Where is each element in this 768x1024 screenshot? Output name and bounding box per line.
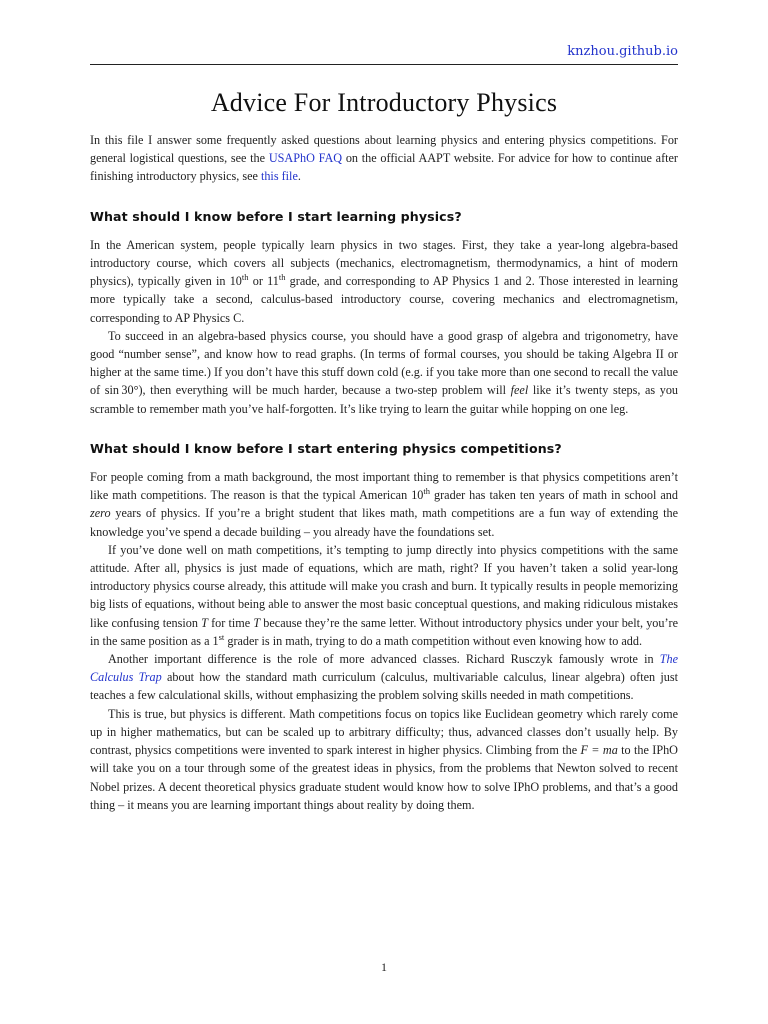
s2p4-text-2: to the IPhO will take you on a tour through some of the greatest ideas in physics, from the problems that Newton solved to recent Nobel prizes. A decent theoretical physics graduate student would know how to solve IPhO problems, and that’s a good thing – it means you are learning important things about reality by doing them. (90, 743, 678, 812)
s2p1-sup: th (423, 486, 431, 497)
section1-paragraph-2 (90, 327, 678, 418)
intro-text-3: . (297, 169, 301, 184)
document-body (90, 131, 678, 814)
s2p2-sup: st (218, 631, 225, 642)
s2p2-text-1: If you’ve done well on math competitions, it’s tempting to jump directly into physics competitions with the same attitude. After all, physics is just made of equations, which are math, right? If you haven’t taken a solid year-long introductory physics course already, this attitude will make you crash and burn. It typically results in people memorizing big lists of equations, without being able to answer the most basic conceptual questions, and making ridiculous mistakes like confusing tension (90, 542, 678, 630)
section2-paragraph-4 (90, 705, 678, 814)
s2p4-text-1: This is true, but physics is different. Math competitions focus on topics like Euclidean geometry which rarely come up in higher mathematics, but can be scaled up to arbitrary difficulty; thus, advanced classes don’t usually help. By contrast, physics competitions were invented to spark interest in higher physics. Climbing from the (90, 706, 678, 758)
site-link[interactable]: knzhou.github.io (567, 44, 678, 59)
s2p2-text-4: grader is in math, trying to do a math competition without even knowing how to add. (224, 633, 642, 648)
s1p2-text-1: To succeed in an algebra-based physics course, you should have a good grasp of algebra and trigonometry, have good “number sense”, and know how to read graphs. (In terms of formal courses, you should be taking Algebra II or higher at the same time.) If you don’t have this stuff down cold (e.g. if you take more than one second to recall the value of sin 30°), then everything will be much harder, because a two-step problem will (90, 328, 678, 398)
s2p2-var-time: T (253, 615, 261, 630)
intro-paragraph (90, 131, 678, 186)
s2p2-var-tension: T (201, 615, 208, 630)
s1p2-emphasis: feel (510, 383, 529, 398)
this-file-link[interactable]: this file (260, 169, 298, 184)
section-heading-competitions: What should I know before I start entering physics competitions? (90, 440, 562, 456)
s2p3-text-1: Another important difference is the role of more advanced classes. Richard Rusczyk famously wrote in (108, 652, 660, 667)
section1-paragraph-1 (90, 236, 678, 327)
usapho-faq-link[interactable]: USAPhO FAQ (268, 151, 343, 166)
section2-paragraph-3 (90, 650, 678, 705)
s1p1-sup-2: th (278, 272, 286, 283)
intro-text-2: on the official AAPT website. For advice for how to continue after finishing introductory physics, see (90, 151, 678, 184)
section-heading-learning: What should I know before I start learning physics? (90, 208, 462, 224)
s2p2-text-2: for time (207, 615, 254, 630)
s2p1-emphasis: zero (90, 506, 111, 521)
page-title: Advice For Introductory Physics (210, 88, 558, 117)
s1p1-sup-1: th (241, 272, 249, 283)
s2p2-text-3: because they’re the same letter. Without introductory physics under your belt, you’re in the same position as a 1 (90, 615, 679, 648)
s1p1-text-1: In the American system, people typically learn physics in two stages. First, they take a year-long algebra-based introductory course, which covers all subjects (mechanics, electromagnetism, thermodynamics, a hint of modern physics), typically given in 10 (90, 237, 678, 289)
intro-text-1: In this file I answer some frequently asked questions about learning physics and entering physics competitions. For general logistical questions, see the (90, 133, 678, 166)
header-rule (90, 64, 678, 65)
s1p1-text-2: or 11 (248, 274, 279, 289)
s2p1-text-1: For people coming from a math background, the most important thing to remember is that physics competitions aren’t like math competitions. The reason is that the typical American 10 (90, 470, 678, 503)
section2-paragraph-2 (90, 541, 678, 650)
page-header (90, 44, 678, 59)
section2-paragraph-1 (90, 468, 678, 541)
s2p4-equation: F = ma (580, 743, 618, 758)
s2p3-text-2: about how the standard math curriculum (calculus, multivariable calculus, linear algebra) often just teaches a few calculational skills, without emphasizing the problem solving skills needed in math competitions. (90, 670, 679, 703)
s2p1-text-3: years of physics. If you’re a bright student that likes math, math competitions are a fun way of extending the knowledge you’ve spend a decade building – you already have the foundations set. (90, 506, 678, 539)
s2p1-text-2: grader has taken ten years of math in school and (430, 488, 678, 503)
page-number: 1 (381, 960, 387, 974)
s1p2-text-2: like it’s twenty steps, as you scramble to remember math you’ve half-forgotten. It’s like trying to learn the guitar while hopping on one leg. (90, 383, 679, 416)
calculus-trap-link[interactable]: The Calculus Trap (90, 652, 678, 685)
s1p1-text-3: grade, and corresponding to AP Physics 1 and 2. Those interested in learning more typically take a second, calculus-based introductory course, covering mechanics and electromagnetism, corresponding to AP Physics C. (90, 274, 678, 325)
